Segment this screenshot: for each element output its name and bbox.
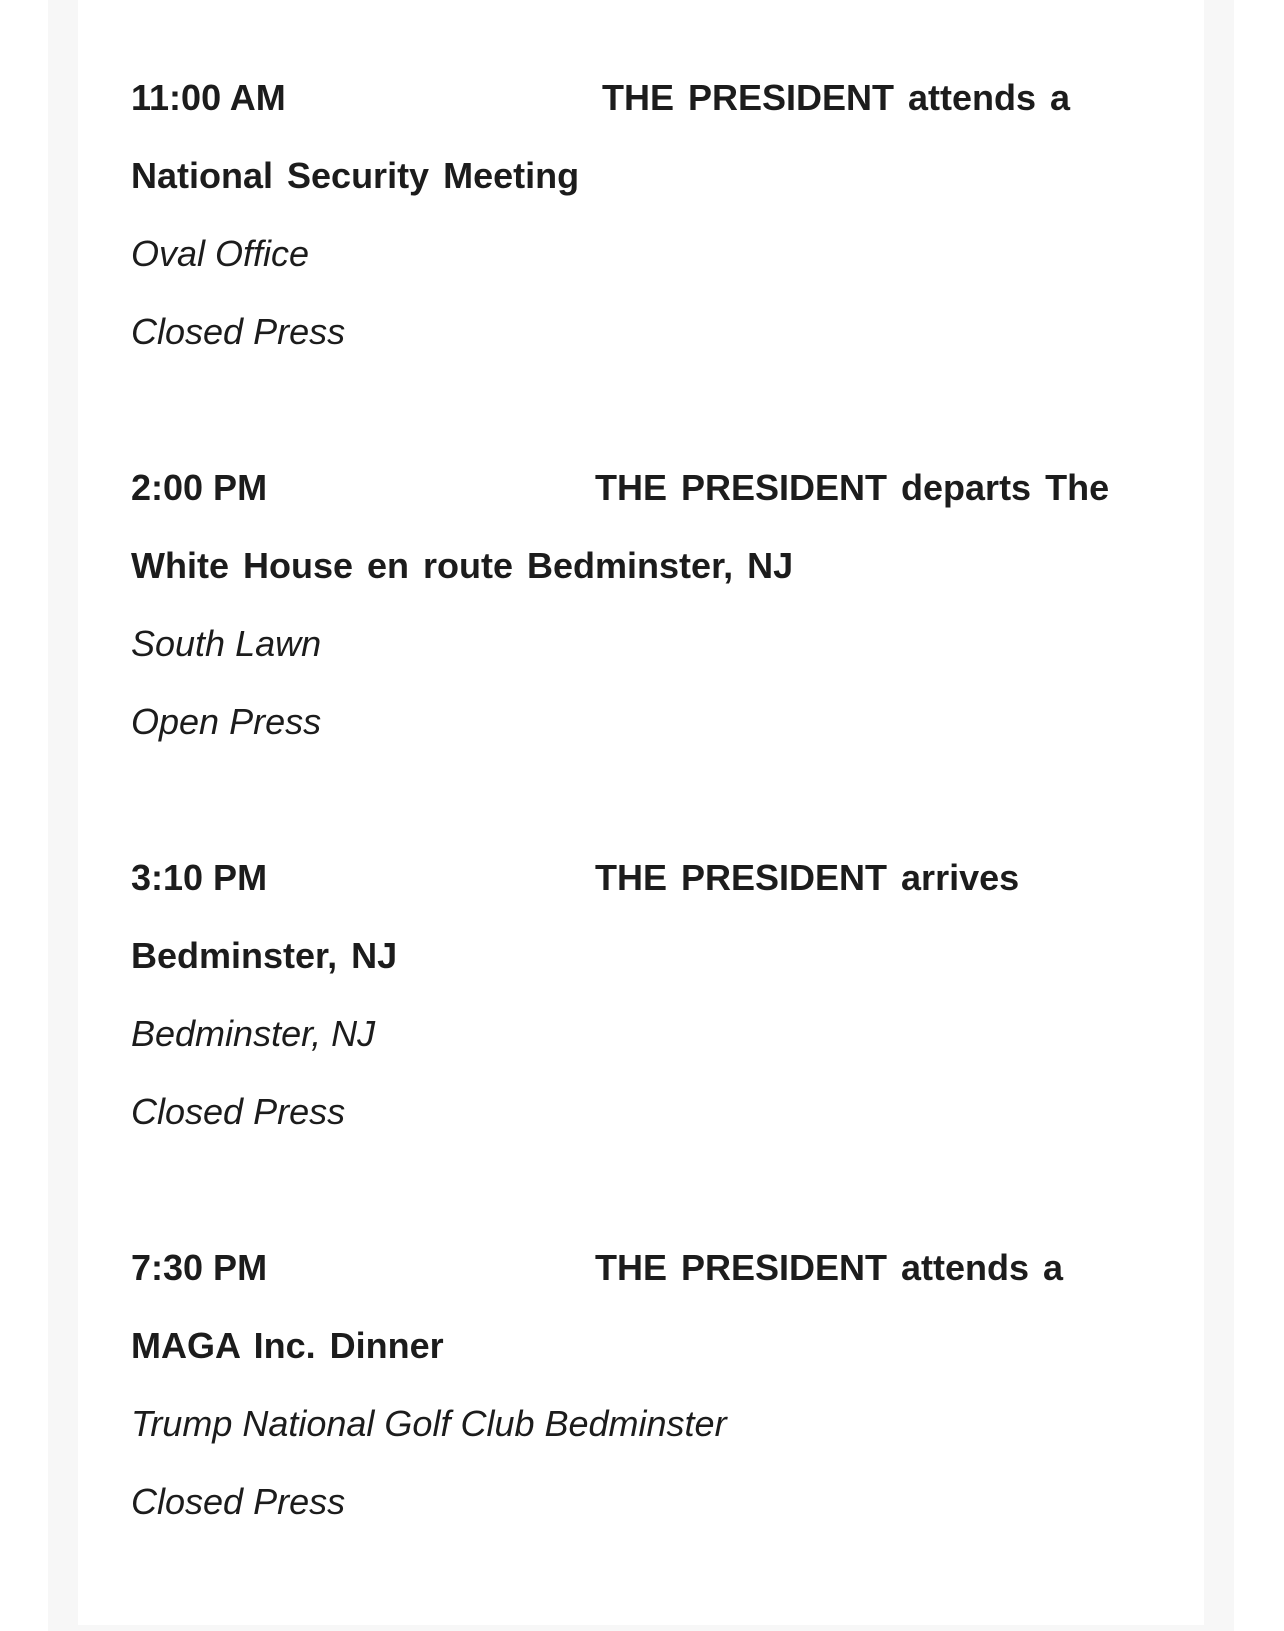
entry-title-line	[131, 1307, 1131, 1385]
entry-header-line	[131, 59, 1131, 137]
entry-location-line	[131, 995, 1131, 1073]
entry-location: South Lawn	[131, 623, 322, 664]
entry-title-continued: National Security Meeting	[131, 155, 580, 196]
schedule-entry	[131, 1229, 1131, 1541]
schedule-entry	[131, 839, 1131, 1151]
entry-coverage: Closed Press	[131, 1091, 346, 1132]
entry-header-line	[131, 449, 1131, 527]
entry-location-line	[131, 215, 1131, 293]
entry-title-continued: White House en route Bedminster, NJ	[131, 545, 794, 586]
entry-title-start: THE PRESIDENT arrives	[595, 857, 1020, 898]
entry-location-line	[131, 1385, 1131, 1463]
entry-location: Trump National Golf Club Bedminster	[131, 1403, 727, 1444]
entry-title-continued: Bedminster, NJ	[131, 935, 398, 976]
entry-title-line	[131, 527, 1131, 605]
entry-title-line	[131, 917, 1131, 995]
entry-coverage: Closed Press	[131, 1481, 346, 1522]
entry-title-start: THE PRESIDENT attends a	[602, 77, 1071, 118]
entry-time: 7:30 PM	[131, 1247, 268, 1288]
entry-title-line	[131, 137, 1131, 215]
schedule-entry	[131, 449, 1131, 761]
entry-location-line	[131, 605, 1131, 683]
entry-title-start: THE PRESIDENT attends a	[595, 1247, 1064, 1288]
entry-location: Oval Office	[131, 233, 310, 274]
entry-coverage: Open Press	[131, 701, 322, 742]
entry-coverage-line	[131, 683, 1131, 761]
entry-header-line	[131, 839, 1131, 917]
entry-time: 2:00 PM	[131, 467, 268, 508]
schedule-entry	[131, 59, 1131, 371]
entry-coverage-line	[131, 1463, 1131, 1541]
entry-coverage-line	[131, 1073, 1131, 1151]
entry-time: 11:00 AM	[131, 77, 286, 118]
entry-coverage: Closed Press	[131, 311, 346, 352]
entry-location: Bedminster, NJ	[131, 1013, 376, 1054]
entry-coverage-line	[131, 293, 1131, 371]
entry-header-line	[131, 1229, 1131, 1307]
entry-time: 3:10 PM	[131, 857, 268, 898]
entry-title-start: THE PRESIDENT departs The	[595, 467, 1110, 508]
entry-title-continued: MAGA Inc. Dinner	[131, 1325, 444, 1366]
